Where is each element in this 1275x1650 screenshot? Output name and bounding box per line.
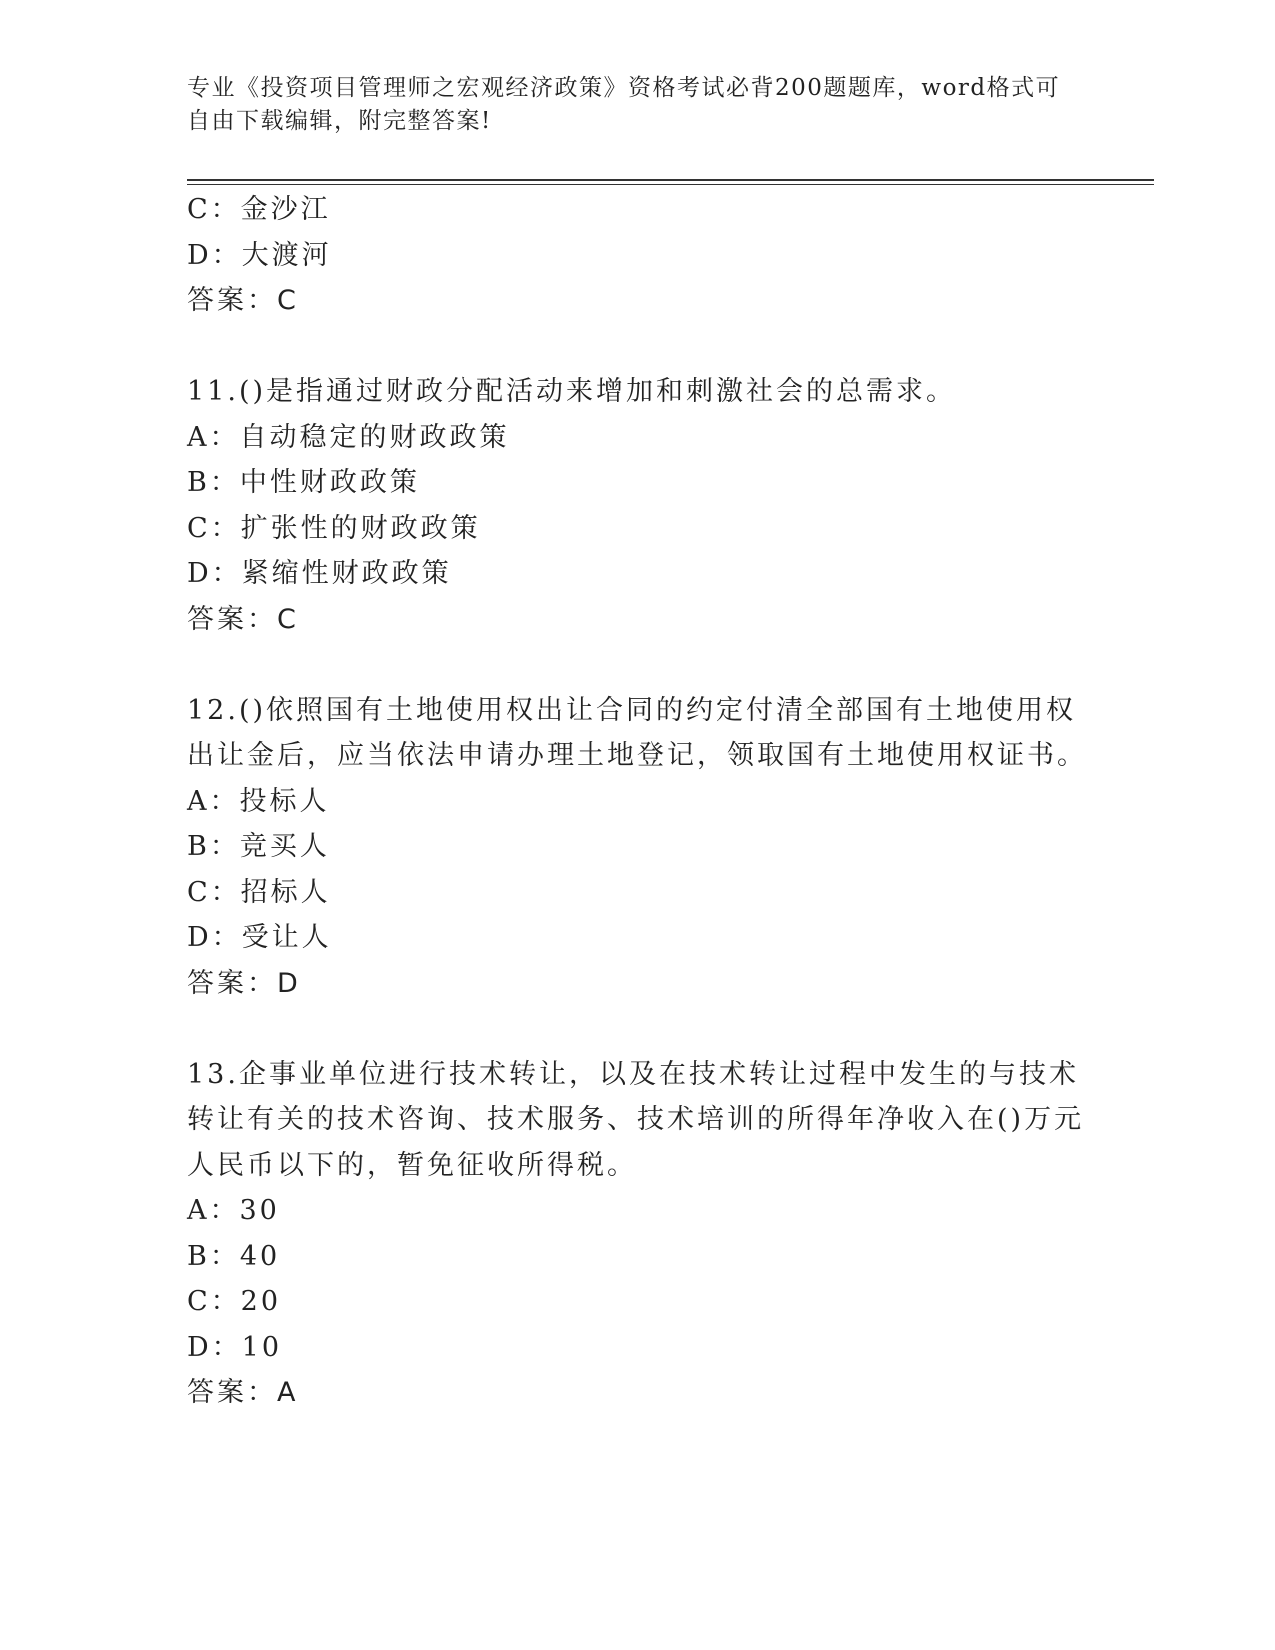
question-11 — [187, 369, 1087, 642]
header-line-2: 自由下载编辑，附完整答案! — [187, 108, 492, 134]
spacer — [187, 324, 1087, 370]
option-a: A：投标人 — [187, 785, 330, 817]
option-d: D：受让人 — [187, 922, 332, 953]
document-header — [187, 72, 1087, 138]
option-a: A：自动稳定的财政政策 — [187, 421, 510, 453]
question-list — [187, 187, 1087, 1416]
header-divider — [187, 179, 1154, 181]
question-fragment — [187, 187, 1087, 324]
question-stem: 11.()是指通过财政分配活动来增加和刺激社会的总需求。 — [187, 376, 957, 407]
option-d: D：紧缩性财政政策 — [187, 558, 452, 589]
option-c: C：招标人 — [187, 876, 331, 908]
answer-label: 答案：C — [187, 603, 299, 635]
option-b: B：40 — [187, 1240, 281, 1272]
option-a: A：30 — [187, 1195, 280, 1226]
option-c: C：金沙江 — [187, 194, 331, 225]
question-stem: 13.企事业单位进行技术转让，以及在技术转让过程中发生的与技术转让有关的技术咨询、技术服务、技术培训的所得年净收入在()万元人民币以下的，暂免征收所得税。 — [187, 1058, 1085, 1181]
header-divider-thin — [187, 184, 1154, 185]
option-b: B：中性财政政策 — [187, 467, 420, 498]
question-12 — [187, 688, 1087, 1007]
question-13 — [187, 1052, 1087, 1416]
option-c: C：扩张性的财政政策 — [187, 512, 481, 544]
answer-label: 答案：A — [187, 1377, 299, 1408]
spacer — [187, 1006, 1087, 1052]
answer-label: 答案：C — [187, 285, 299, 316]
option-b: B：竞买人 — [187, 831, 330, 862]
header-line-1: 专业《投资项目管理师之宏观经济政策》资格考试必背200题题库，word格式可 — [187, 75, 1061, 101]
spacer — [187, 642, 1087, 688]
question-stem: 12.()依照国有土地使用权出让合同的约定付清全部国有土地使用权出让金后，应当依法申请办理土地登记，领取国有土地使用权证书。 — [187, 694, 1087, 771]
answer-label: 答案：D — [187, 967, 301, 999]
option-c: C：20 — [187, 1286, 282, 1317]
option-d: D：10 — [187, 1331, 283, 1363]
option-d: D：大渡河 — [187, 239, 332, 271]
